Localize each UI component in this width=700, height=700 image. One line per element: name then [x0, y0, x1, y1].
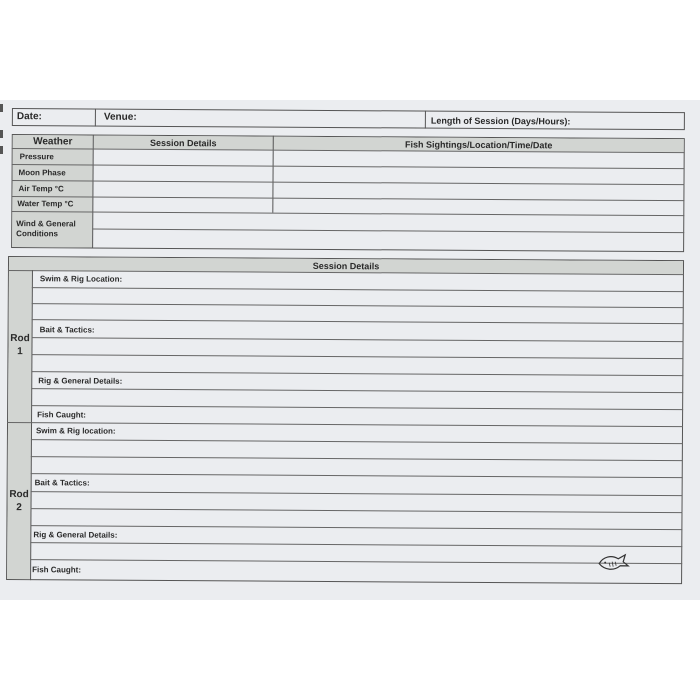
rod-1-number: 1 — [17, 346, 23, 358]
fish-icon — [596, 551, 632, 573]
session-details-title: Session Details — [312, 260, 380, 272]
rod-2-bait-label: Bait & Tactics: — [34, 478, 90, 488]
fish-sightings-heading: Fish Sightings/Location/Time/Date — [405, 139, 553, 151]
rod-1-caught-label: Fish Caught: — [37, 410, 86, 420]
venue-label: Venue: — [103, 111, 137, 123]
air-temp-label: Air Temp °C — [18, 184, 64, 194]
water-temp-label: Water Temp °C — [17, 199, 74, 209]
rod-1-label: Rod — [10, 333, 30, 345]
rod-2-number: 2 — [16, 502, 22, 514]
wind-conditions-label-2: Conditions — [16, 229, 58, 239]
rod-2-rig-label: Rig & General Details: — [33, 530, 118, 540]
rod-1-rig-label: Rig & General Details: — [38, 376, 123, 386]
date-label: Date: — [16, 111, 42, 123]
moon-phase-label: Moon Phase — [18, 168, 66, 178]
rod-1-bait-label: Bait & Tactics: — [39, 325, 95, 335]
wind-conditions-label: Wind & General — [16, 219, 76, 229]
session-log-form — [0, 100, 700, 604]
rod-2-label: Rod — [9, 489, 29, 501]
rod-2-caught-label: Fish Caught: — [32, 565, 82, 575]
weather-heading: Weather — [33, 136, 73, 148]
pressure-label: Pressure — [19, 152, 54, 162]
form-sheet — [0, 100, 700, 600]
session-length-label: Length of Session (Days/Hours): — [430, 115, 571, 127]
rod-2-swim-label: Swim & Rig location: — [35, 426, 116, 436]
rod-1-swim-label: Swim & Rig Location: — [39, 274, 123, 284]
rod-column-shade — [7, 270, 32, 579]
session-details-heading: Session Details — [149, 137, 217, 149]
